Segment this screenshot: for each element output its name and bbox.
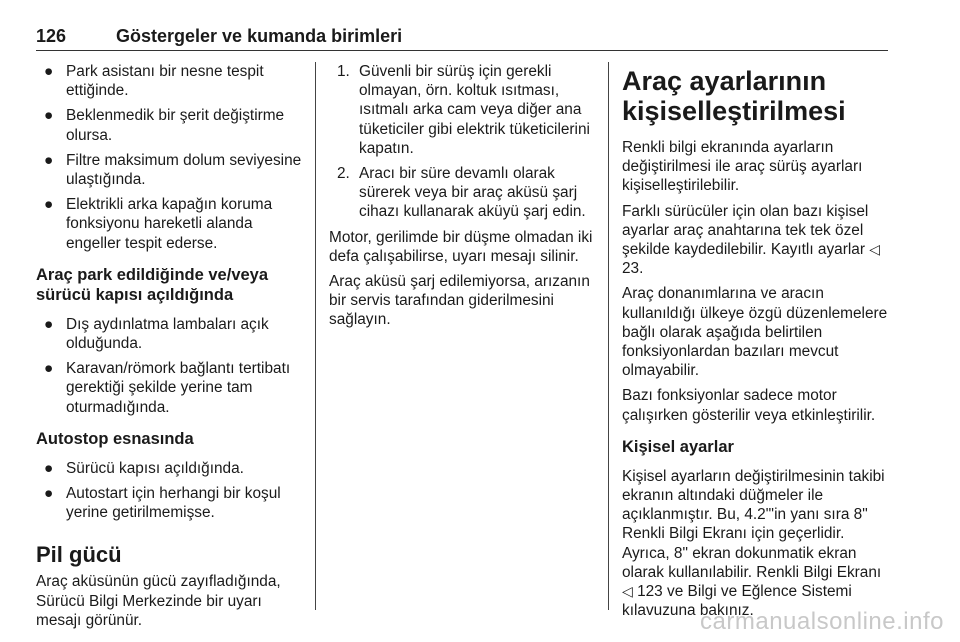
column-2 [329,62,599,336]
page-header [36,20,888,51]
column-divider [608,62,609,610]
section-heading-park: Araç park edildiğinde ve/veya sürücü kapısı açıldığında [36,265,269,304]
list-item: ● Sürücü kapısı açıldığında. [44,459,244,477]
section-heading-kisisel: Kişisel ayarlar [622,437,734,456]
bullet-icon: ● [44,63,54,80]
list-item: ● Autostart için herhangi bir koşul yerine getirilmemişse. [44,485,281,522]
bullet-icon: ● [44,485,54,503]
bullet-icon: ● [44,151,54,169]
column-3 [622,62,892,626]
paragraph: Motor, gerilimde bir düşme olmadan iki defa çalışabilirse, uyarı mesajı silinir. [329,228,593,265]
paragraph: Araç aküsü şarj edilemiyorsa, arızanın bir servis tarafından giderilmesini sağlayın. [329,273,590,329]
step-number: 1. [337,63,350,80]
page-reference-icon: ◁ [622,583,633,600]
list-item: 1. Güvenli bir sürüş için gerekli olmayan, örn. koltuk ısıtması, ısıtmalı arka cam veya diğer ana tüketiciler gibi elektrik tüketicilerini kapatın. [337,63,590,157]
bullet-icon: ● [44,315,54,333]
page-reference-link[interactable]: 123 [637,583,663,601]
section-heading-pil: Pil gücü [36,542,122,568]
page-number: 126 [36,26,67,46]
list-item: ● Filtre maksimum dolum seviyesine ulaştığında. [44,151,302,189]
bullet-icon: ● [44,196,54,214]
list-item: ● Elektrikli arka kapağın koruma fonksiyonu hareketli alanda engeller tespit ederse. [44,196,273,252]
step-number: 2. [337,165,350,183]
page-title: Göstergeler ve kumanda birimleri [116,26,403,46]
paragraph: Bazı fonksiyonlar sadece motor çalışırken gösterilir veya etkinleştirilir. [622,387,876,424]
paragraph: Araç donanımlarına ve aracın kullanıldığı ülkeye özgü düzenlemelere bağlı olarak aşağıda belirtilen fonksiyonlardan bazıları mevcut olmayabilir. [622,285,888,380]
paragraph: Kişisel ayarların değiştirilmesinin takibi ekranın altındaki düğmeler ile açıklanmıştır. Bu, 4.2"'in yanı sıra 8" Renkli Bilgi Ekranı için geçerlidir. Ayrıca, 8" ekran dokunmatik ekran olarak kullanılabilir. Renkli Bilgi Ekranı ◁ 123 ve Bilgi ve Eğlence Sistemi kılavuzuna bakınız. [622,467,885,620]
paragraph: Renkli bilgi ekranında ayarların değiştirilmesi ile araç sürüş ayarları kişiselleştirilebilir. [622,139,863,195]
list-item: 2. Aracı bir süre devamlı olarak sürerek veya bir araç aküsü şarj cihazı kullanarak aküyü şarj edin. [337,165,586,221]
numbered-steps [329,62,599,222]
list-item: ● Park asistanı bir nesne tespit ettiğinde. [44,63,264,100]
column-1 [36,62,306,636]
section-title-personalization: Araç ayarlarının kişiselleştirilmesi [622,66,846,126]
bullet-icon: ● [44,459,54,477]
bullet-list-autostop [36,459,306,523]
list-item: ● Karavan/römork bağlantı tertibatı gerektiği şekilde yerine tam oturmadığında. [44,360,291,416]
section-heading-autostop: Autostop esnasında [36,429,194,448]
paragraph: Farklı sürücüler için olan bazı kişisel ayarlar araç anahtarına tek tek özel şekilde kaydedilebilir. Kayıtlı ayarlar ◁ 23. [622,202,881,278]
page-reference-icon: ◁ [869,241,881,258]
list-item: ● Dış aydınlatma lambaları açık olduğunda. [44,315,269,353]
list-item: ● Beklenmedik bir şerit değiştirme olursa. [44,107,285,144]
paragraph-pil: Araç aküsünün gücü zayıfladığında, Sürücü Bilgi Merkezinde bir uyarı mesajı görünür. [36,573,281,629]
bullet-list-park [36,315,306,417]
page-reference-link[interactable]: 23. [622,260,644,278]
watermark: carmanualsonline.info [700,608,944,635]
bullet-icon: ● [44,107,54,125]
column-divider [315,62,316,610]
bullet-icon: ● [44,360,54,378]
bullet-list-warnings [36,62,306,253]
